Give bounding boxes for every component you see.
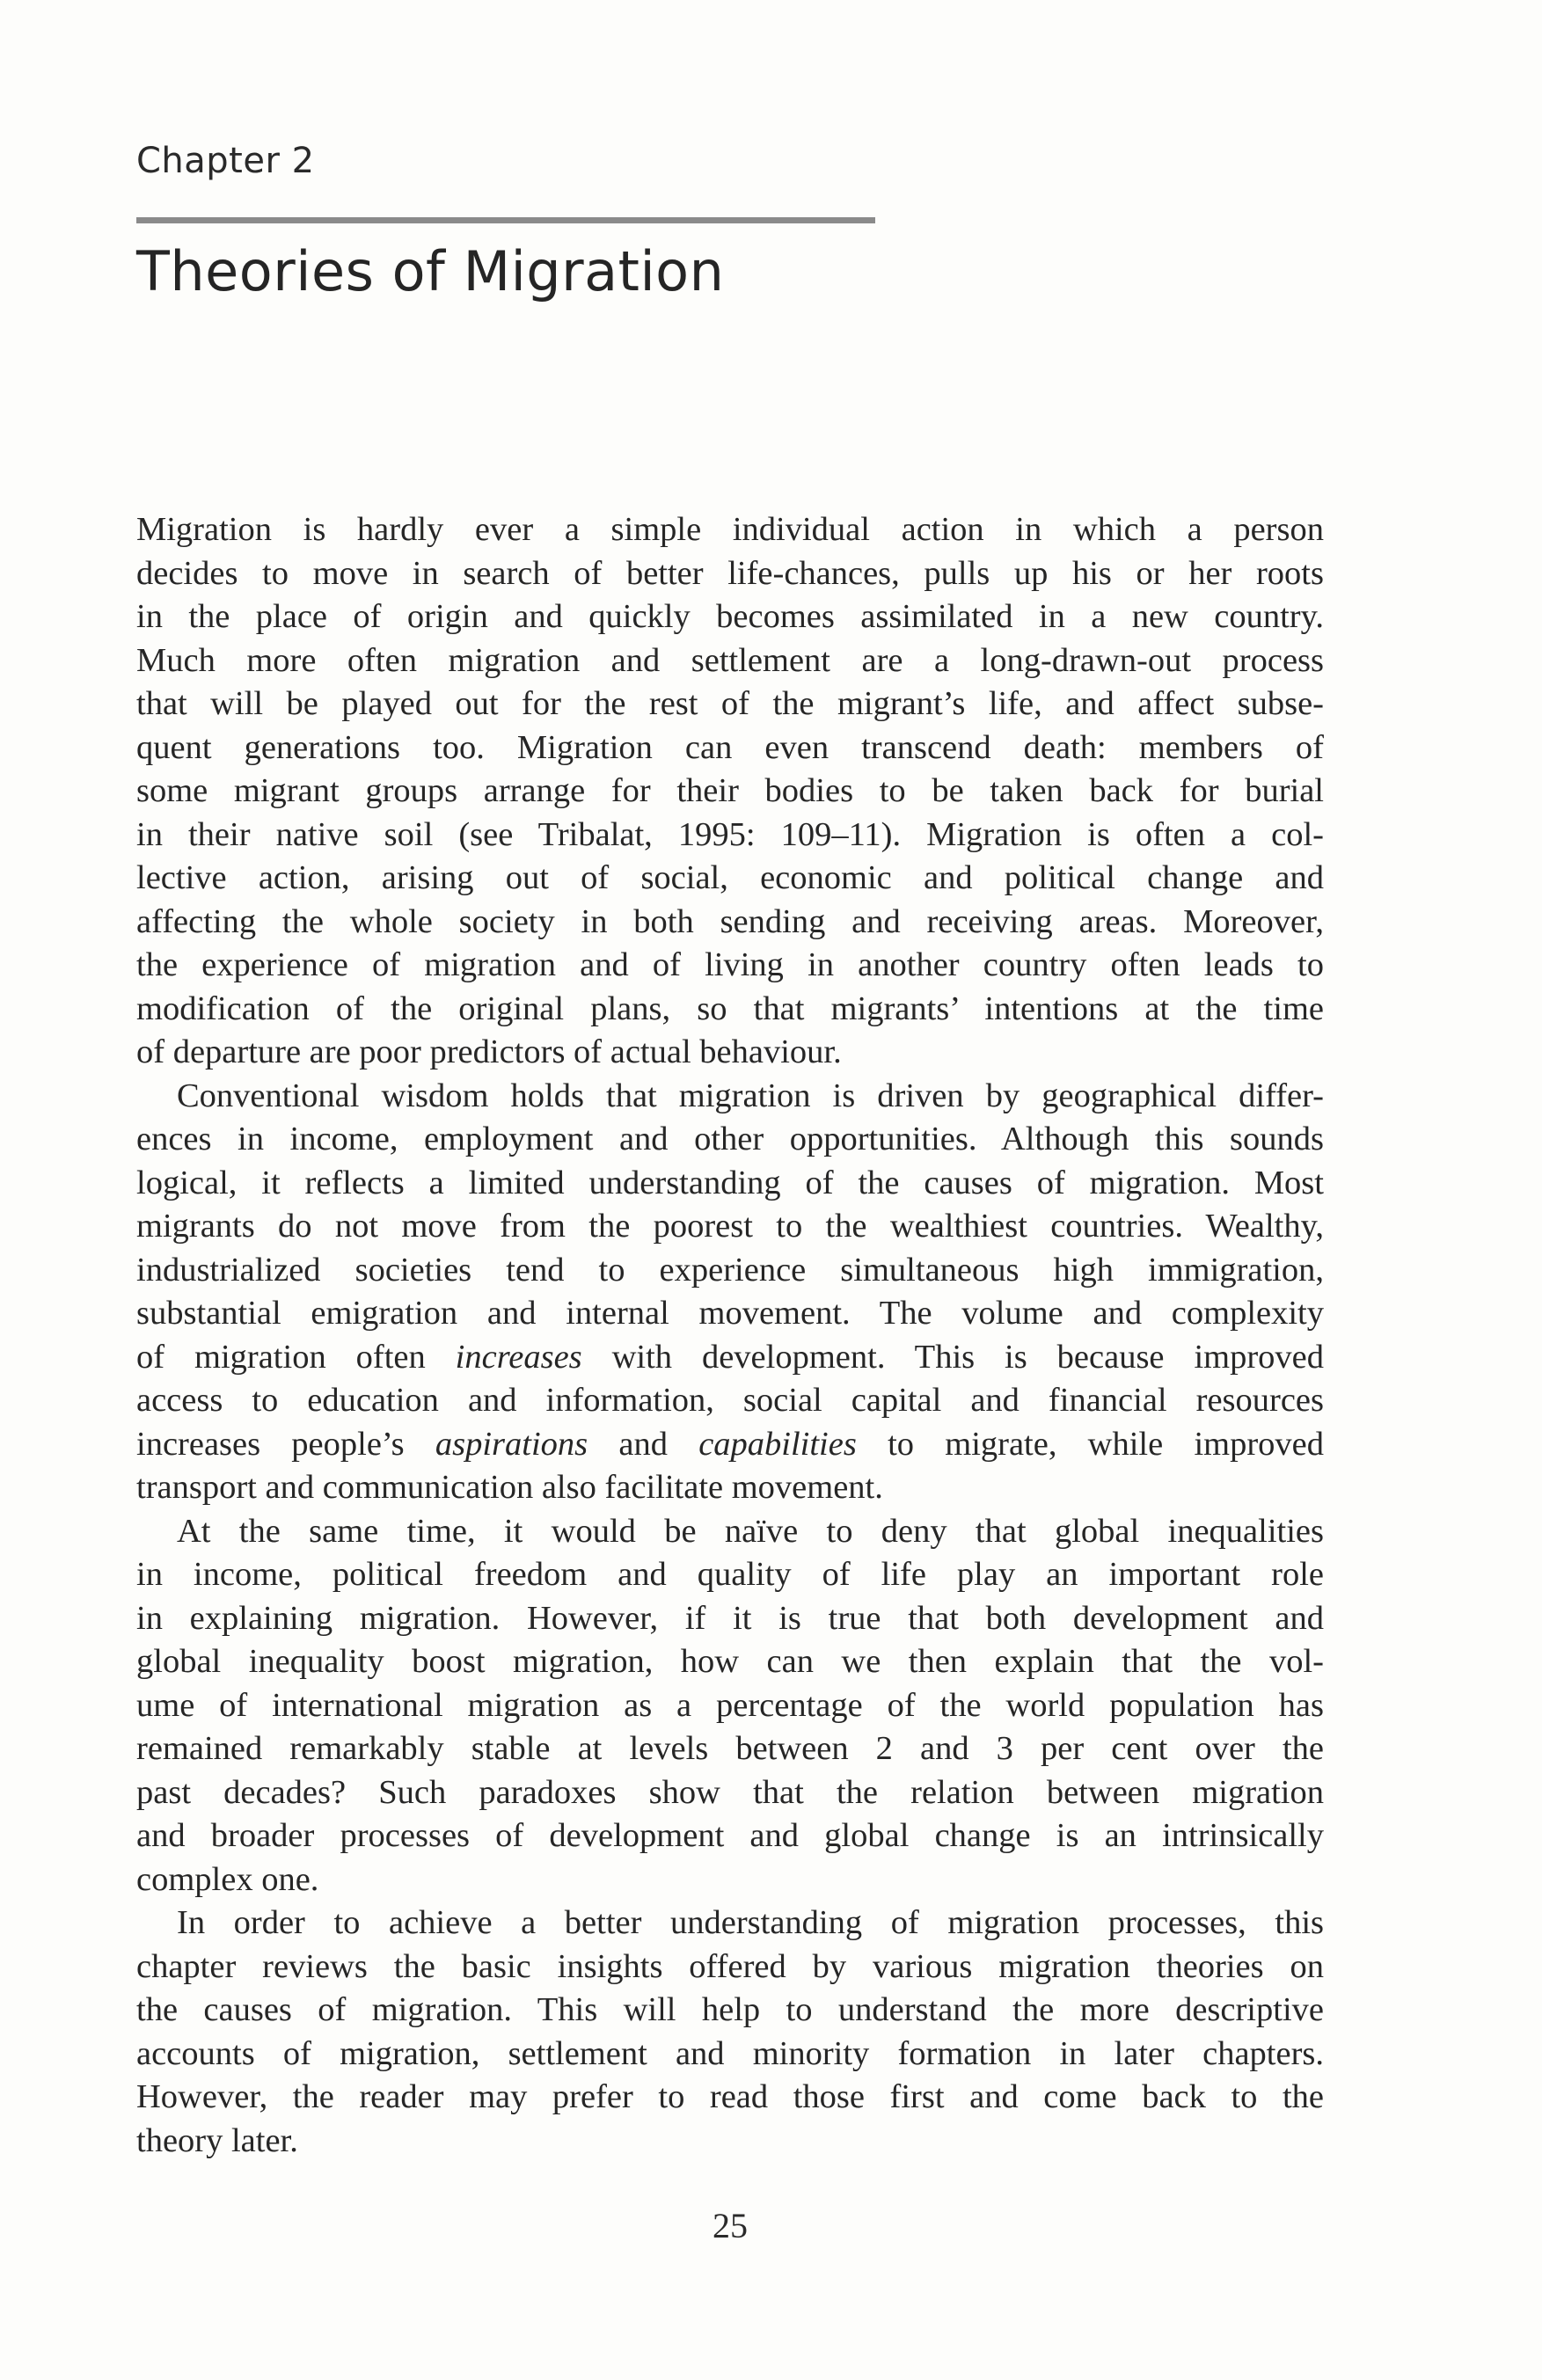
text-line: Migration is hardly ever a simple individual action in which a person (136, 511, 1324, 548)
paragraph (136, 1902, 1324, 2163)
chapter-rule (136, 217, 875, 223)
text-line: theory later. (136, 2121, 298, 2159)
chapter-title: Theories of Migration (136, 239, 725, 303)
chapter-label: Chapter 2 (136, 141, 315, 181)
text-line: In order to achieve a better understanding of migration processes, this (177, 1904, 1324, 1941)
text-line: some migrant groups arrange for their bodies to be taken back for burial (136, 772, 1324, 809)
body-text (136, 508, 1324, 2163)
text-line: ences in income, employment and other opportunities. Although this sounds (136, 1121, 1324, 1157)
text-line: in their native soil (see Tribalat, 1995: 109–11). Migration is often a col- (136, 815, 1324, 853)
page-number: 25 (713, 2206, 748, 2245)
text-line: increases people’s aspirations and capabilities to migrate, while improved (136, 1425, 1324, 1463)
paragraph (136, 1075, 1324, 1510)
paragraph (136, 508, 1324, 1075)
text-line: of departure are poor predictors of actual behaviour. (136, 1033, 842, 1070)
text-line: modification of the original plans, so that migrants’ intentions at the time (136, 989, 1324, 1027)
text-line: the experience of migration and of living in another country often leads to (136, 946, 1324, 983)
text-line: chapter reviews the basic insights offered by various migration theories on (136, 1947, 1324, 1985)
text-line: and broader processes of development and global change is an intrinsically (136, 1817, 1324, 1854)
text-line: Much more often migration and settlement are a long-drawn-out process (136, 641, 1324, 679)
text-line: At the same time, it would be naïve to deny that global inequalities (177, 1512, 1324, 1550)
text-line: substantial emigration and internal movement. The volume and complexity (136, 1295, 1324, 1332)
text-line: that will be played out for the rest of the migrant’s life, and affect subse- (136, 685, 1324, 722)
text-line: Conventional wisdom holds that migration is driven by geographical differ- (177, 1077, 1324, 1114)
text-line: accounts of migration, settlement and minority formation in later chapters. (136, 2034, 1324, 2072)
paragraph (136, 1510, 1324, 1902)
text-line: migrants do not move from the poorest to the wealthiest countries. Wealthy, (136, 1208, 1324, 1245)
text-line: in the place of origin and quickly becomes assimilated in a new country. (136, 598, 1324, 635)
text-line: past decades? Such paradoxes show that the relation between migration (136, 1773, 1324, 1811)
text-line: ume of international migration as a percentage of the world population has (136, 1686, 1324, 1724)
text-line: transport and communication also facilitate movement. (136, 1469, 883, 1506)
text-line: of migration often increases with development. This is because improved (136, 1338, 1324, 1376)
text-line: quent generations too. Migration can even transcend death: members of (136, 728, 1324, 766)
text-line: remained remarkably stable at levels between 2 and 3 per cent over the (136, 1730, 1324, 1767)
text-line: industrialized societies tend to experience simultaneous high immigration, (136, 1251, 1324, 1289)
text-line: in income, political freedom and quality of life play an important role (136, 1556, 1324, 1593)
text-line: However, the reader may prefer to read those first and come back to the (136, 2078, 1324, 2115)
text-line: lective action, arising out of social, economic and political change and (136, 859, 1324, 896)
text-line: logical, it reflects a limited understanding of the causes of migration. Most (136, 1164, 1324, 1201)
text-line: decides to move in search of better life-chances, pulls up his or her roots (136, 554, 1324, 592)
text-line: the causes of migration. This will help to understand the more descriptive (136, 1991, 1324, 2028)
text-line: global inequality boost migration, how can we then explain that the vol- (136, 1643, 1324, 1680)
text-line: access to education and information, social capital and financial resources (136, 1382, 1324, 1419)
text-line: in explaining migration. However, if it is true that both development and (136, 1599, 1324, 1637)
text-line: complex one. (136, 1860, 319, 1898)
text-line: affecting the whole society in both sending and receiving areas. Moreover, (136, 902, 1324, 940)
